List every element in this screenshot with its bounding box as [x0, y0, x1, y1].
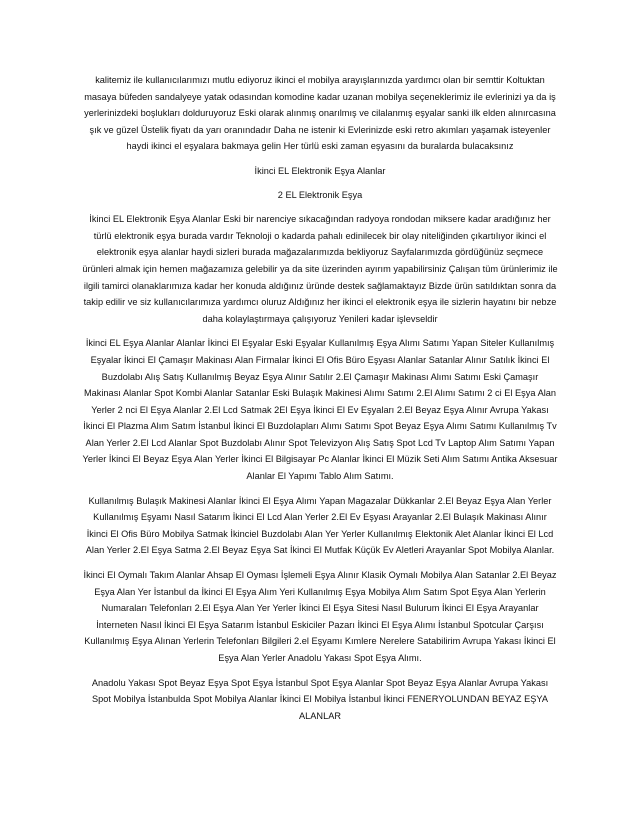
section-subheading-electronics: 2 EL Elektronik Eşya [277, 189, 363, 200]
electronics-paragraph: İkinci EL Elektronik Eşya Alanlar Eski bir narenciye sıkacağından radyoya rondodan miksere kadar aradığınız her türlü elektronik eşya burada vardır Teknoloji o kadarda pahalı edinilecek bir olay niteliğinden çıkartılıyor ikinci el elektronik eşya alanlar haydi sizleri burada mağazalarımızda bekliyoruz Sayfalarımızda gördüğünüz seçmece ürünleri almak için hemen mağazamıza gelebilir ya da site üzerinden ayırım yapabilirsiniz Çalışan tüm ürünlerimiz ile ilgili tamirci olanaklarımıza kadar her konuda aldığınız üründe destek sağlamaktayız Bizde ürün satıldıktan sonra da takip edilir ve siz kullanıcılarımıza yardımcı oluruz Aldığınız her ikinci el elektronik eşya ile sizlerin hayatını bir nebze daha kolaylaştırmaya çalışıyoruz Yenileri kadar işlevseldir [82, 214, 558, 324]
keywords-paragraph-3: İkinci El Oymalı Takım Alanlar Ahsap El Oyması İşlemeli Eşya Alınır Klasik Oymalı Mobilya Alan Satanlar 2.El Beyaz Eşya Alan Yer İstanbul da İkinci El Eşya Alım Yeri Kullanılmış Eşya Mobilya Alım Satım Spot Eşya Alan Yerlerin Numaraları Telefonları 2.El Eşya Alan Yer Yerler İkinci El Eşya Sitesi Nasıl Bulurum İkinci El Eşya Arayanlar İnterneten Nasıl İkinci El Eşya Satarım İstanbul Eskiciler Pazarı İkinci El Eşya Alımı İstanbul Spotcular Çarşısı Kullanılmış Eşya Alınan Yerlerin Telefonları Bilgileri 2.el Eşyamı Kımlere Nerelere Satabilirim Avrupa Yakası İkinci El Eşya Alan Yerler Anadolu Yakası Spot Eşya Alımı. [83, 570, 557, 663]
intro-paragraph: kalitemiz ile kullanıcılarımızı mutlu ediyoruz ikinci el mobilya arayışlarınızda yardımcı olan bir semttir Koltuktan masaya büfeden sandalyeye yatak odasından komodine kadar uzanan mobilya seçeneklerimiz ile evlerinizi ya da iş yerlerinizdeki boşlukları dolduruyoruz Eski olarak alınmış onarılmış ve cilalanmış eşyalar sanki ilk elden alınırcasına şık ve güzel Üstelik fiyatı da yarı oranındadır Daha ne istenir ki Evlerinizde eski retro akımları yaşamak isteyenler haydi ikinci el eşyalara bakmaya gelin Her türlü eski zaman eşyasını da buralarda bulacaksınız [84, 75, 556, 152]
keywords-paragraph-4: Anadolu Yakası Spot Beyaz Eşya Spot Eşya İstanbul Spot Eşya Alanlar Spot Beyaz Eşya Alanlar Avrupa Yakası Spot Mobilya İstanbulda Spot Mobilya Alanlar İkinci El Mobilya İstanbul İkinci FENERYOLUNDAN BEYAZ EŞYA ALANLAR [91, 677, 549, 721]
keywords-paragraph-2: Kullanılmış Bulaşık Makinesi Alanlar İkinci El Eşya Alımı Yapan Magazalar Dükkanlar 2.El Beyaz Eşya Alan Yerler Kullanılmış Eşyamı Nasıl Satarım İkinci El Lcd Alan Yerler 2.El Ev Eşyası Arayanlar 2.El Bulaşık Makinası Alınır İkinci El Ofis Büro Mobilya Satmak İkinciel Buzdolabı Alan Yer Yerler Kullanılmış Elektonik Alet Alanlar İkinci El Lcd Alan Yerler 2.El Eşya Satma 2.El Beyaz Eşya Sat İkinci El Mutfak Küçük Ev Aletleri Arayanlar Spot Mobilya Alanlar. [85, 495, 555, 556]
keywords-paragraph-1: İkinci EL Eşya Alanlar Alanlar İkinci El Eşyalar Eski Eşyalar Kullanılmış Eşya Alımı Satımı Yapan Siteler Kullanılmış Eşyalar İkinci El Çamaşır Makinası Alan Firmalar İkinci El Ofis Büro Eşyası Alanlar Satanlar Alınır Satılık İkinci El Buzdolabı Alış Satış Kullanılmış Beyaz Eşya Alınır Satılır 2.El Çamaşır Makinası Alımı Satımı Eski Çamaşır Makinası Alanlar Spot Kombi Alanlar Satanlar Eski Bulaşık Makinesi Alımı Satımı 2.El Alımı Satımı 2 ci El Eşya Alan Yerler 2 nci El Eşya Alanlar 2.El Lcd Satmak 2El Eşya İkinci El Ev Eşyaları 2.El Beyaz Eşya Alınır Avrupa Yakası İkinci El Plazma Alım Satım İstanbul İkinci El Buzdolapları Alımı Satımı Spot Beyaz Eşya Alımı Satımı Kullanılmış Tv Alan Yerler 2.El Lcd Alanlar Spot Buzdolabı Alınır Spot Televizyon Alış Satış Spot Lcd Tv Laptop Alım Satımı Yapan Yerler İkinci El Beyaz Eşya Alan Yerler İkinci El Bilgisayar Pc Alanlar İkinci El Müzik Seti Alım Satımı Antika Aksesuar Alanlar El Yapımı Tablo Alım Satımı. [82, 338, 558, 482]
section-heading-electronics: İkinci EL Elektronik Eşya Alanlar [254, 165, 386, 176]
document-page [82, 72, 558, 724]
